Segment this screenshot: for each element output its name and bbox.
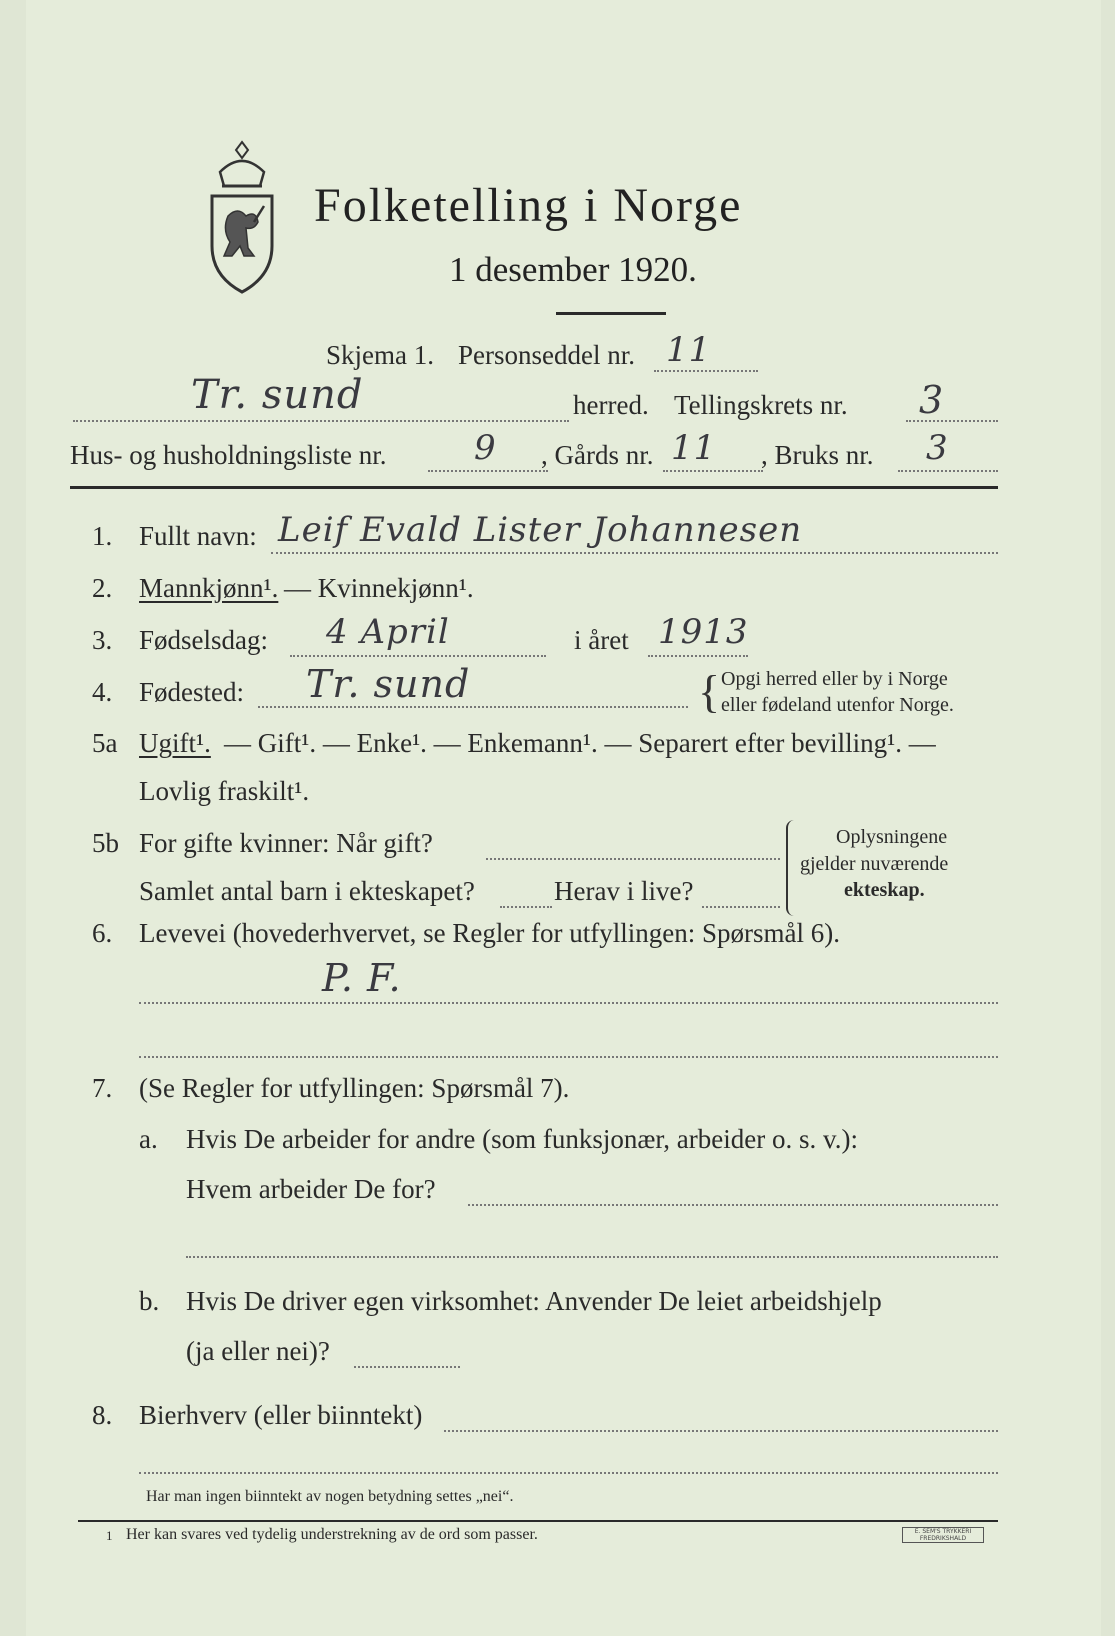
- q4-brace: {: [698, 666, 721, 717]
- q7a-line-1: [468, 1204, 998, 1206]
- q2-option-female[interactable]: — Kvinnekjønn¹.: [284, 573, 474, 603]
- q1-value: Leif Evald Lister Johannesen: [278, 510, 803, 550]
- q7b-letter: b.: [139, 1286, 160, 1316]
- title-divider: [556, 312, 666, 315]
- herred-value: Tr. sund: [191, 372, 364, 418]
- q5b-children-line: [500, 906, 552, 908]
- q3-line: [290, 655, 546, 657]
- q2-number: 2.: [92, 573, 113, 603]
- q3-year-label: i året: [574, 625, 629, 655]
- norway-coat-of-arms-icon: [202, 138, 282, 298]
- census-form-page: [26, 0, 1101, 1636]
- q7b-label2: (ja eller nei)?: [186, 1336, 330, 1366]
- q8-label: Bierhverv (eller biinntekt): [139, 1400, 423, 1430]
- q3-number: 3.: [92, 625, 113, 655]
- q5b-note-c: ekteskap.: [844, 879, 925, 901]
- bruks-label: , Bruks nr.: [761, 440, 874, 470]
- q6-value: P. F.: [322, 956, 402, 1000]
- herred-label: herred.: [573, 390, 649, 420]
- tellingskrets-label: Tellingskrets nr.: [674, 390, 848, 420]
- tellingskrets-value: 3: [919, 378, 945, 422]
- q5b-label: For gifte kvinner: Når gift?: [139, 828, 433, 858]
- q2-option-male[interactable]: [139, 573, 278, 604]
- printer-stamp: E. SEM'S TRYKKERI FREDRIKSHALD: [902, 1527, 984, 1543]
- q8-line-1: [444, 1430, 998, 1432]
- gards-line: [663, 470, 763, 472]
- q7a-label: Hvis De arbeider for andre (som funksjonær, arbeider o. s. v.):: [186, 1124, 858, 1154]
- q7-label: (Se Regler for utfyllingen: Spørsmål 7).: [139, 1073, 570, 1103]
- personseddel-line: [654, 370, 758, 372]
- q7a-letter: a.: [139, 1124, 158, 1154]
- q2-male-text: Mannkjønn¹.: [139, 573, 279, 603]
- gards-label: , Gårds nr.: [541, 440, 654, 470]
- bruks-value: 3: [926, 428, 949, 468]
- q5a-ugift-text: Ugift¹.: [139, 728, 211, 758]
- q7b-line: [354, 1366, 460, 1368]
- q3-year-value: 1913: [658, 612, 749, 652]
- q5b-note-b: gjelder nuværende: [800, 853, 949, 875]
- q3-year-line: [648, 655, 748, 657]
- skjema-label: Skjema 1.: [326, 340, 434, 370]
- q7a-label2: Hvem arbeider De for?: [186, 1174, 436, 1204]
- q4-note-b: eller fødeland utenfor Norge.: [721, 694, 954, 716]
- q5b-alive-line: [702, 906, 780, 908]
- q1-number: 1.: [92, 521, 113, 551]
- q3-value: 4 April: [326, 612, 450, 652]
- q4-value: Tr. sund: [306, 662, 471, 706]
- q5b-married-line: [486, 858, 780, 860]
- q5a-option-ugift[interactable]: [139, 728, 211, 759]
- q6-line-1: [139, 1002, 998, 1004]
- q4-label: Fødested:: [139, 677, 244, 707]
- herred-line: [73, 420, 569, 422]
- gards-value: 11: [671, 428, 717, 468]
- q5a-other-options[interactable]: — Gift¹. — Enke¹. — Enkemann¹. — Separert efter bevilling¹. —: [224, 728, 936, 758]
- personseddel-value: 11: [666, 330, 712, 370]
- biinntekt-note: Har man ingen biinntekt av nogen betydning settes „nei“.: [146, 1488, 514, 1505]
- q6-line-2: [139, 1056, 998, 1058]
- q6-number: 6.: [92, 918, 113, 948]
- q5b-children-label: Samlet antal barn i ekteskapet?: [139, 876, 475, 906]
- header-rule: [70, 486, 998, 489]
- q7-number: 7.: [92, 1073, 113, 1103]
- hus-label: Hus- og husholdningsliste nr.: [70, 440, 387, 470]
- q8-number: 8.: [92, 1400, 113, 1430]
- q5b-note-a: Oplysningene: [836, 826, 948, 848]
- q4-note-a: Opgi herred eller by i Norge: [721, 668, 948, 690]
- footnote-text: Her kan svares ved tydelig understrekning av de ord som passer.: [126, 1526, 538, 1543]
- hus-value: 9: [474, 428, 497, 468]
- q7a-line-2: [186, 1256, 998, 1258]
- q7b-label: Hvis De driver egen virksomhet: Anvender De leiet arbeidshjelp: [186, 1286, 882, 1316]
- q5b-bracket: [786, 820, 794, 916]
- form-title: Folketelling i Norge: [314, 179, 743, 232]
- q5a-option-fraskilt[interactable]: Lovlig fraskilt¹.: [139, 776, 310, 806]
- q1-label: Fullt navn:: [139, 521, 257, 551]
- q4-line: [258, 706, 688, 708]
- q3-label: Fødselsdag:: [139, 625, 269, 655]
- census-date: 1 desember 1920.: [449, 250, 697, 289]
- q5b-number: 5b: [92, 828, 119, 858]
- q5a-number: 5a: [92, 728, 118, 758]
- personseddel-label: Personseddel nr.: [458, 340, 635, 370]
- q5b-alive-label: Herav i live?: [554, 876, 694, 906]
- q4-number: 4.: [92, 677, 113, 707]
- footnote-mark: 1: [106, 1528, 113, 1543]
- bruks-line: [898, 470, 998, 472]
- q8-line-2: [139, 1472, 998, 1474]
- hus-line: [428, 470, 548, 472]
- q1-line: [271, 552, 998, 554]
- footer-rule: [78, 1520, 998, 1522]
- q6-label: Levevei (hovederhvervet, se Regler for utfyllingen: Spørsmål 6).: [139, 918, 841, 948]
